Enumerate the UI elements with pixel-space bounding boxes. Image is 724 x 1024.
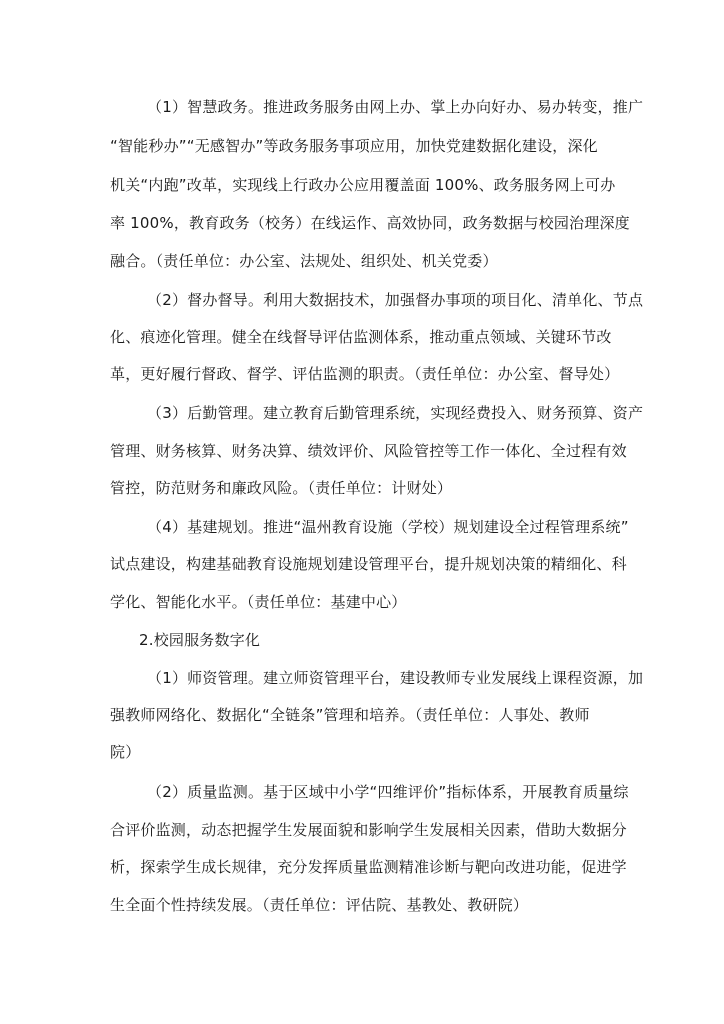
paragraph-line: 融合。（责任单位：办公室、法规处、组织处、机关党委） xyxy=(110,252,498,270)
paragraph-line: 革，更好履行督政、督学、评估监测的职责。（责任单位：办公室、督导处） xyxy=(110,365,620,383)
section-heading: 2.校园服务数字化 xyxy=(139,631,261,649)
paragraph-line: 强教师网络化、数据化“全链条”管理和培养。（责任单位：人事处、教师 xyxy=(110,706,590,724)
paragraph-line: （1）智慧政务。推进政务服务由网上办、掌上办向好办、易办转变，推广 xyxy=(147,98,644,116)
paragraph-line: “智能秒办”“无感智办”等政务服务事项应用，加快党建数据化建设，深化 xyxy=(110,137,598,155)
paragraph-line: 析，探索学生成长规律，充分发挥质量监测精准诊断与靶向改进功能，促进学 xyxy=(110,858,627,876)
paragraph-line: 院） xyxy=(110,743,141,761)
paragraph-line: 机关“内跑”改革，实现线上行政办公应用覆盖面 100%、政务服务网上可办 xyxy=(110,176,616,194)
paragraph-line: 化、痕迹化管理。健全在线督导评估监测体系，推动重点领域、关键环节改 xyxy=(110,328,612,346)
paragraph-line: （4）基建规划。推进“温州教育设施（学校）规划建设全过程管理系统” xyxy=(147,518,629,536)
paragraph-line: （1）师资管理。建立师资管理平台，建设教师专业发展线上课程资源，加 xyxy=(147,669,644,687)
paragraph-line: （2）督办督导。利用大数据技术，加强督办事项的项目化、清单化、节点 xyxy=(147,291,644,309)
paragraph-line: （2）质量监测。基于区域中小学“四维评价”指标体系，开展教育质量综 xyxy=(147,783,629,801)
paragraph-line: 率 100%，教育政务（校务）在线运作、高效协同，政务数据与校园治理深度 xyxy=(110,214,630,232)
paragraph-line: （3）后勤管理。建立教育后勤管理系统，实现经费投入、财务预算、资产 xyxy=(147,404,644,422)
paragraph-line: 管控，防范财务和廉政风险。（责任单位：计财处） xyxy=(110,479,453,497)
paragraph-line: 管理、财务核算、财务决算、绩效评价、风险管控等工作一体化、全过程有效 xyxy=(110,442,627,460)
paragraph-line: 生全面个性持续发展。（责任单位：评估院、基教处、教研院） xyxy=(110,896,529,914)
paragraph-line: 学化、智能化水平。（责任单位：基建中心） xyxy=(110,593,407,611)
paragraph-line: 合评价监测，动态把握学生发展面貌和影响学生发展相关因素，借助大数据分 xyxy=(110,821,627,839)
paragraph-line: 试点建设，构建基础教育设施规划建设管理平台，提升规划决策的精细化、科 xyxy=(110,555,627,573)
